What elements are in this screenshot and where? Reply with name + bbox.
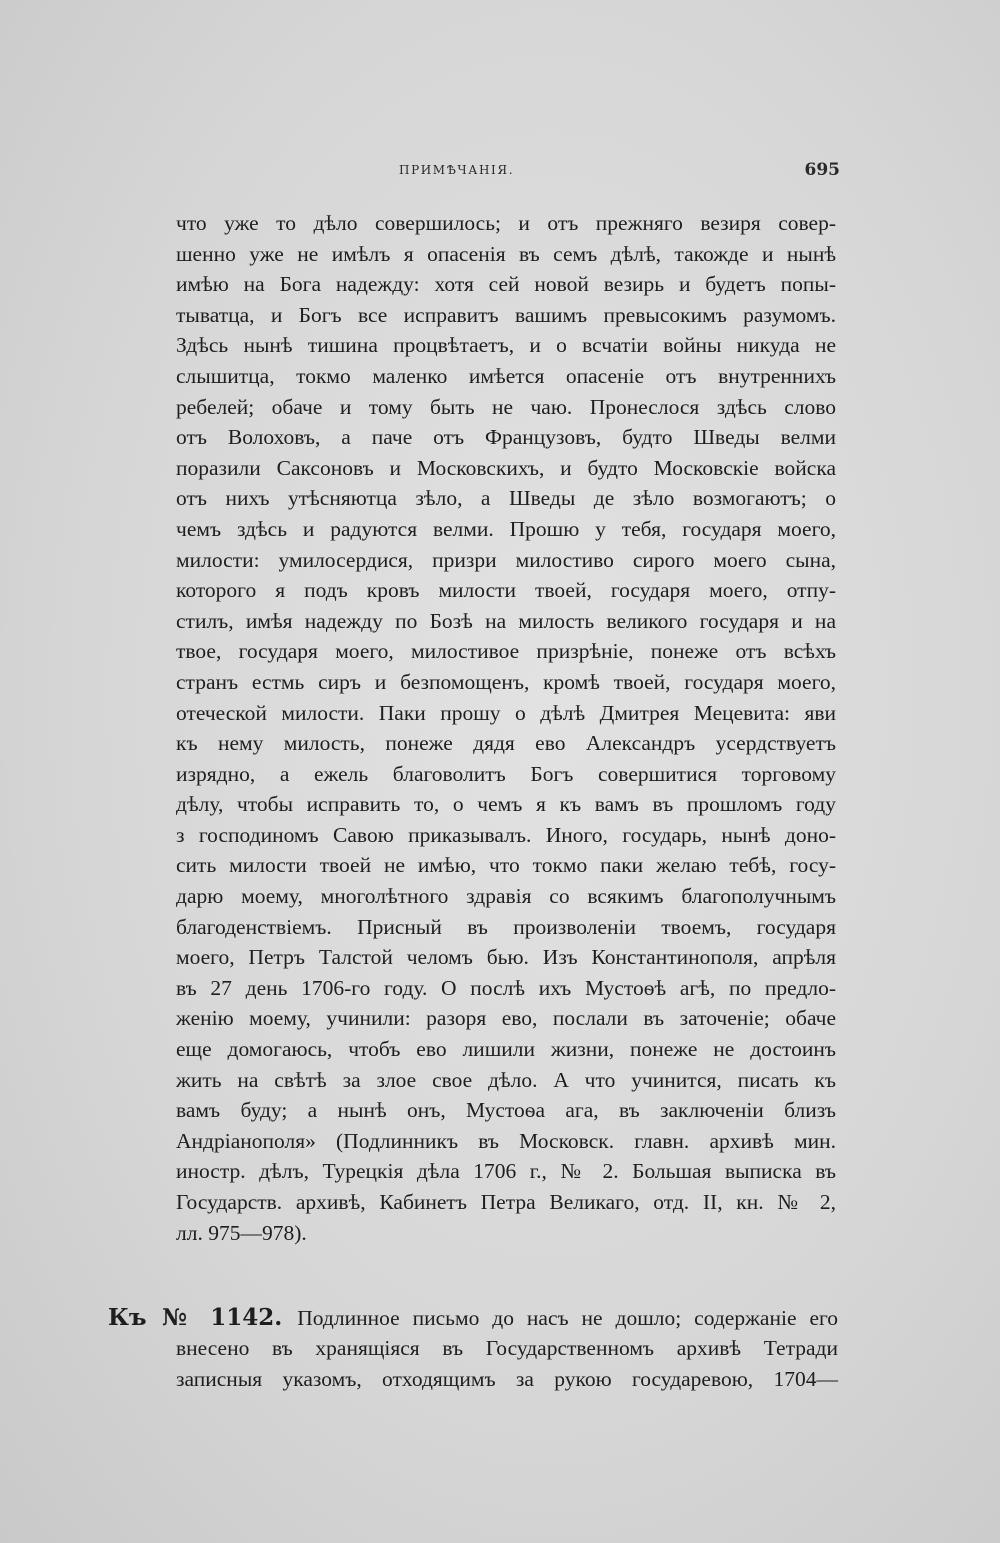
- text-line: отъ Волоховъ, а паче отъ Французовъ, будто Шведы велми: [176, 425, 836, 450]
- text-line: отъ нихъ утѣсняютца зѣло, а Шведы де зѣло возмогаютъ; о: [176, 486, 836, 511]
- text-line: иностр. дѣлъ, Турецкія дѣла 1706 г., № 2. Большая выписка въ: [176, 1159, 836, 1184]
- note-first-line: [108, 1302, 838, 1333]
- text-line: Государств. архивѣ, Кабинетъ Петра Великаго, отд. II, кн. № 2,: [176, 1190, 836, 1214]
- text-line: Здѣсь нынѣ тишина процвѣтаетъ, и о всчатіи войны никуда не: [176, 333, 836, 358]
- running-title: ПРИМѢЧАНІЯ.: [399, 163, 515, 177]
- text-line: которого я подъ кровъ милости твоей, государя моего, отпу-: [176, 578, 836, 603]
- text-line: лл. 975—978).: [176, 1220, 307, 1245]
- note-continuation: [176, 1333, 838, 1395]
- note-first-text: Подлинное письмо до насъ не дошло; содержаніе его: [297, 1306, 839, 1330]
- body-text: [176, 208, 836, 1248]
- text-line: женію моему, учинили: разоря ево, послали въ заточеніе; обаче: [176, 1006, 836, 1031]
- text-line: шенно уже не имѣлъ я опасенія въ семъ дѣлѣ, такожде и нынѣ: [176, 241, 836, 266]
- text-line: чемъ здѣсь и радуются велми. Прошю у тебя, государя моего,: [176, 516, 836, 541]
- text-line: твое, государя моего, милостивое призрѣніе, понеже отъ всѣхъ: [176, 639, 836, 664]
- note-line: внесено въ хранящіяся въ Государственномъ архивѣ Тетради: [176, 1336, 838, 1360]
- text-line: къ нему милость, понеже дядя ево Александръ усердствуетъ: [176, 731, 836, 756]
- page-number: 695: [804, 160, 840, 180]
- text-line: слышитца, токмо маленко имѣется опасеніе отъ внутреннихъ: [176, 363, 836, 388]
- text-line: з господиномъ Савою приказывалъ. Иного, государь, нынѣ доно-: [176, 822, 836, 847]
- text-line: ребелей; обаче и тому быть не чаю. Пронеслося здѣсь слово: [176, 394, 836, 419]
- text-line: стилъ, имѣя надежду по Бозѣ на милость великого государя и на: [176, 608, 836, 633]
- text-line: милости: умилосердися, призри милостиво сирого моего сына,: [176, 547, 836, 572]
- text-line: дѣлу, чтобы исправить то, о чемъ я къ вамъ въ прошломъ году: [176, 792, 836, 817]
- text-line: въ 27 день 1706-го году. О послѣ ихъ Мустоѳѣ агѣ, по предло-: [176, 975, 836, 1000]
- text-line: вамъ буду; а нынѣ онъ, Мустоѳа ага, въ заключеніи близъ: [176, 1098, 836, 1123]
- note-entry: [108, 1302, 838, 1395]
- text-line: изрядно, а ежель благоволитъ Богъ совершитися торговому: [176, 761, 836, 786]
- note-reference: Къ № 1142.: [108, 1304, 283, 1331]
- note-line: записныя указомъ, отходящимъ за рукою государевою, 1704—: [176, 1367, 838, 1391]
- text-line: отеческой милости. Паки прошу о дѣлѣ Дмитрея Мецевита: яви: [176, 700, 836, 725]
- text-line: моего, Петръ Талстой челомъ бью. Изъ Константинополя, апрѣля: [176, 945, 836, 970]
- text-line: что уже то дѣло совершилось; и отъ прежняго везиря совер-: [176, 211, 836, 235]
- text-line: жить на свѣтѣ за злое свое дѣло. А что учинится, писать къ: [176, 1067, 836, 1092]
- text-line: еще домогаюсь, чтобъ ево лишили жизни, понеже не достоинъ: [176, 1037, 836, 1062]
- text-line: поразили Саксоновъ и Московскихъ, и будто Московскіе войска: [176, 455, 836, 480]
- text-line: сить милости твоей не имѣю, что токмо паки желаю тебѣ, госу-: [176, 853, 836, 878]
- text-line: имѣю на Бога надежду: хотя сей новой везирь и будетъ попы-: [176, 272, 836, 297]
- text-line: тыватца, и Богъ все исправитъ вашимъ превысокимъ разумомъ.: [176, 302, 836, 327]
- text-line: дарю моему, многолѣтного здравія со всякимъ благополучнымъ: [176, 884, 836, 909]
- text-line: благоденствіемъ. Присный въ произволеніи твоемъ, государя: [176, 914, 836, 939]
- text-line: странъ естмь сиръ и безпомощенъ, кромѣ твоей, государя моего,: [176, 669, 836, 694]
- running-head: [175, 160, 840, 184]
- text-line: Андріанополя» (Подлинникъ въ Московск. главн. архивѣ мин.: [176, 1128, 836, 1153]
